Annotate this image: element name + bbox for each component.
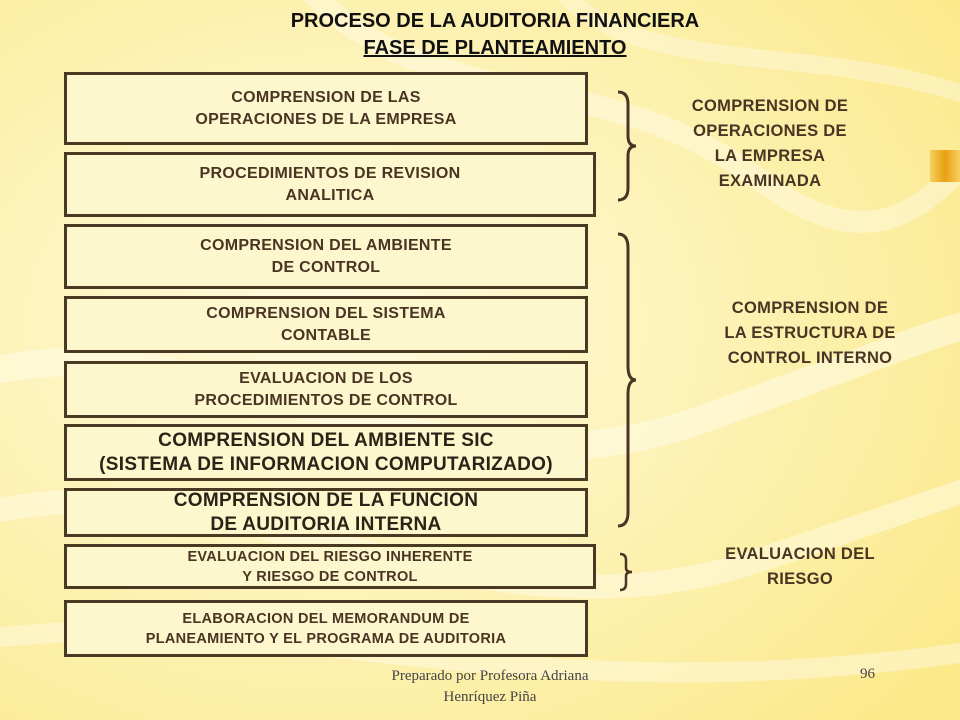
brace-operaciones	[610, 88, 640, 204]
accent-tab	[930, 150, 960, 182]
group-label-control-interno: COMPRENSION DE LA ESTRUCTURA DE CONTROL INTERNO	[724, 299, 896, 367]
group-label-operaciones: COMPRENSION DE OPERACIONES DE LA EMPRESA EXAMINADA	[691, 97, 849, 190]
footer-author: Preparado por Profesora Adriana Henríquez Piña	[391, 668, 589, 705]
box-ambiente-control: COMPRENSION DEL AMBIENTE DE CONTROL	[64, 224, 588, 289]
brace-riesgo	[616, 552, 636, 592]
box-comprension-operaciones: COMPRENSION DE LAS OPERACIONES DE LA EMPRESA	[64, 72, 588, 145]
box-procedimientos-revision: PROCEDIMIENTOS DE REVISION ANALITICA	[64, 152, 596, 217]
box-memorandum: ELABORACION DEL MEMORANDUM DE PLANEAMIENTO Y EL PROGRAMA DE AUDITORIA	[64, 600, 588, 657]
page-number: 96	[860, 666, 875, 682]
box-auditoria-interna: COMPRENSION DE LA FUNCION DE AUDITORIA INTERNA	[64, 488, 588, 537]
box-procedimientos-control: EVALUACION DE LOS PROCEDIMIENTOS DE CONTROL	[64, 361, 588, 418]
box-ambiente-sic: COMPRENSION DEL AMBIENTE SIC (SISTEMA DE INFORMACION COMPUTARIZADO)	[64, 424, 588, 481]
group-label-riesgo: EVALUACION DEL RIESGO	[725, 545, 875, 588]
box-riesgo-inherente: EVALUACION DEL RIESGO INHERENTE Y RIESGO DE CONTROL	[64, 544, 596, 589]
page-title: PROCESO DE LA AUDITORIA FINANCIERA	[290, 10, 700, 32]
page-subtitle: FASE DE PLANTEAMIENTO	[363, 37, 627, 59]
box-sistema-contable: COMPRENSION DEL SISTEMA CONTABLE	[64, 296, 588, 353]
brace-control-interno	[610, 230, 640, 530]
